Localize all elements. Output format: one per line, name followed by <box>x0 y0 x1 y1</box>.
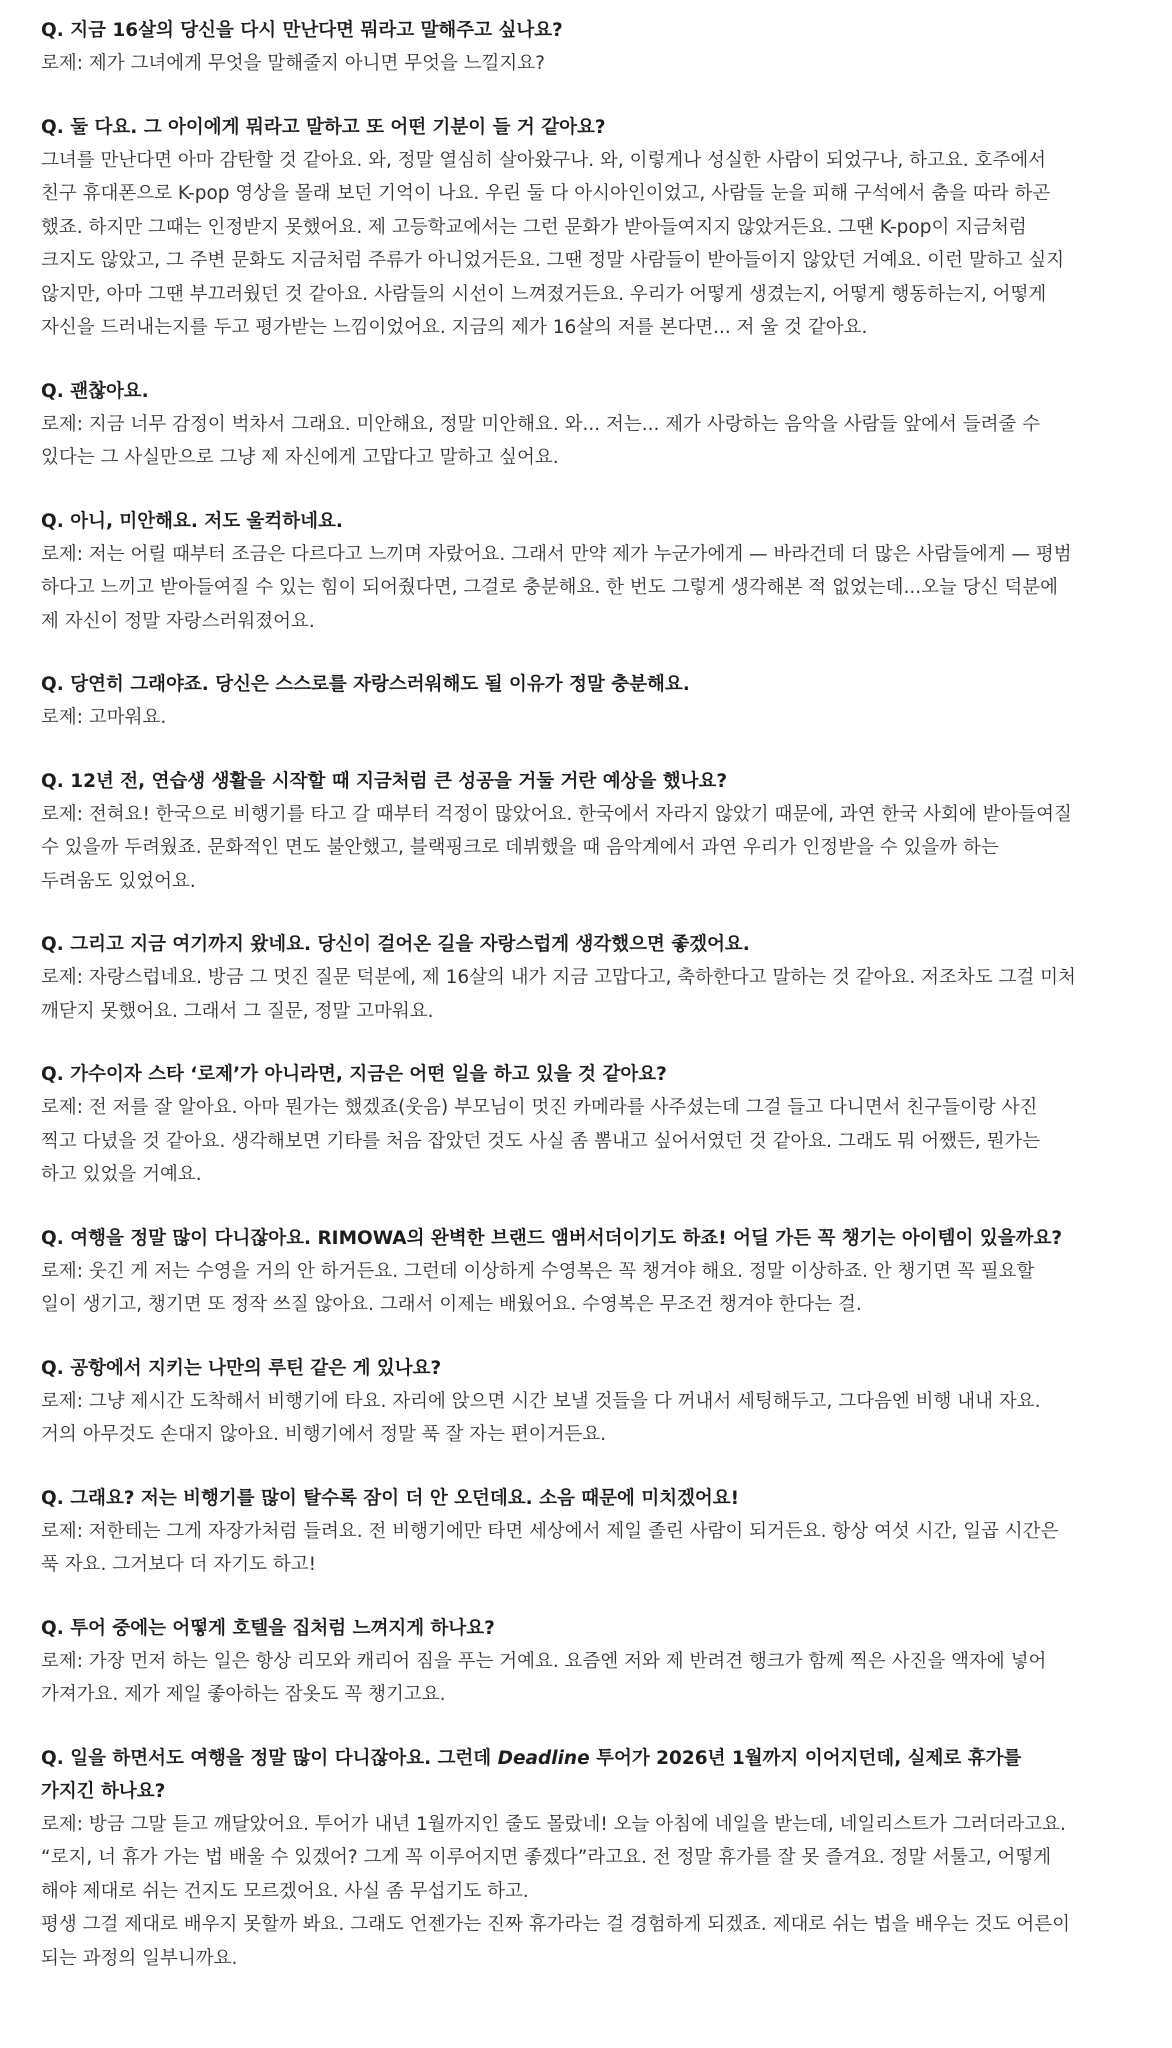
answer: 로제: 가장 먼저 하는 일은 항상 리모와 캐리어 짐을 푸는 거예요. 요즘엔 저와 제 반려견 행크가 함께 찍은 사진을 액자에 넣어 가져가요. 제가 제일 좋아하는 잠옷도 꼭 챙기고요. <box>41 1650 1047 1705</box>
question: Q. 그리고 지금 여기까지 왔네요. 당신이 걸어온 길을 자랑스럽게 생각했으면 좋겠어요. <box>41 934 750 955</box>
answer: 로제: 고마워요. <box>41 707 167 728</box>
interview-article <box>41 14 1151 2005</box>
question: Q. 둘 다요. 그 아이에게 뭐라고 말하고 또 어떤 기분이 들 거 같아요? <box>41 116 606 138</box>
qa-block-11 <box>41 1482 1151 1582</box>
qa-block-10 <box>41 1352 1151 1452</box>
qa-block-6 <box>41 765 1151 899</box>
question: Q. 지금 16살의 당신을 다시 만난다면 뭐라고 말해주고 싶나요? <box>41 20 563 41</box>
qa-block-5 <box>41 668 1151 735</box>
answer: 로제: 자랑스럽네요. 방금 그 멋진 질문 덕분에, 제 16살의 내가 지금 고맙다고, 축하한다고 말하는 것 같아요. 저조차도 그걸 미처 깨닫지 못했어요. 그래서 그 질문, 정말 고마워요. <box>41 967 1076 1022</box>
qa-block-4 <box>41 505 1151 639</box>
question: Q. 가수이자 스타 ‘로제’가 아니라면, 지금은 어떤 일을 하고 있을 것 같아요? <box>41 1064 667 1085</box>
qa-block-3 <box>41 375 1151 475</box>
qa-block-1 <box>41 14 1151 81</box>
question: Q. 괜찮아요. <box>41 380 149 402</box>
answer: 로제: 제가 그녀에게 무엇을 말해줄지 아니면 무엇을 느낄지요? <box>41 53 545 74</box>
qa-block-13 <box>41 1742 1151 1976</box>
question <box>41 1742 1151 1808</box>
question: Q. 공항에서 지키는 나만의 루틴 같은 게 있나요? <box>41 1357 442 1379</box>
qa-block-2 <box>41 111 1151 345</box>
question: Q. 12년 전, 연습생 생활을 시작할 때 지금처럼 큰 성공을 거둘 거란 예상을 했나요? <box>41 770 728 792</box>
answer: 로제: 웃긴 게 저는 수영을 거의 안 하거든요. 그런데 이상하게 수영복은 꼭 챙겨야 해요. 정말 이상하죠. 안 챙기면 꼭 필요할 일이 생기고, 챙기면 또 정작 쓰질 않아요. 그래서 이제는 배웠어요. 수영복은 무조건 챙겨야 한다는 걸. <box>41 1260 1035 1315</box>
answer: 로제: 그냥 제시간 도착해서 비행기에 타요. 자리에 앉으면 시간 보낼 것들을 다 꺼내서 세팅해두고, 그다음엔 비행 내내 자요. 거의 아무것도 손대지 않아요. 비행기에서 정말 푹 잘 자는 편이거든요. <box>41 1390 1041 1445</box>
answer: 로제: 전혀요! 한국으로 비행기를 타고 갈 때부터 걱정이 많았어요. 한국에서 자라지 않았기 때문에, 과연 한국 사회에 받아들여질 수 있을까 두려웠죠. 문화적인 면도 불안했고, 블랙핑크로 데뷔했을 때 음악계에서 과연 우리가 인정받을 수 있을까 하는 두려움도 있었어요. <box>41 803 1072 892</box>
answer: 그녀를 만난다면 아마 감탄할 것 같아요. 와, 정말 열심히 살아왔구나. 와, 이렇게나 성실한 사람이 되었구나, 하고요. 호주에서 친구 휴대폰으로 K-pop 영상을 몰래 보던 기억이 나요. 우린 둘 다 아시아인이었고, 사람들 눈을 피해 구석에서 춤을 따라 하곤 했죠. 하지만 그때는 인정받지 못했어요. 제 고등학교에서는 그런 문화가 받아들여지지 않았거든요. 그땐 K-pop이 지금처럼 크지도 않았고, 그 주변 문화도 지금처럼 주류가 아니었거든요. 그땐 정말 사람들이 받아들이지 않았던 거예요. 이런 말하고 싶지 않지만, 아마 그땐 부끄러웠던 것 같아요. 사람들의 시선이 느껴졌거든요. 우리가 어떻게 생겼는지, 어떻게 행동하는지, 어떻게 자신을 드러내는지를 두고 평가받는 느낌이었어요. 지금의 제가 16살의 저를 본다면... 저 울 것 같아요. <box>41 149 1065 338</box>
qa-block-7 <box>41 928 1151 1028</box>
qa-block-8 <box>41 1058 1151 1192</box>
question: Q. 여행을 정말 많이 다니잖아요. RIMOWA의 완벽한 브랜드 앰버서더이기도 하죠! 어딜 가든 꼭 챙기는 아이템이 있을까요? <box>41 1227 1063 1249</box>
answer: 로제: 저한테는 그게 자장가처럼 들려요. 전 비행기에만 타면 세상에서 제일 졸린 사람이 되거든요. 항상 여섯 시간, 일곱 시간은 푹 자요. 그거보다 더 자기도 하고! <box>41 1520 1059 1575</box>
question-text-end: 투어가 2026년 1월까지 이어지던데, 실제로 휴가를 가지긴 하나요? <box>41 1747 1022 1802</box>
answer: 로제: 저는 어릴 때부터 조금은 다르다고 느끼며 자랐어요. 그래서 만약 제가 누군가에게 — 바라건데 더 많은 사람들에게 — 평범 하다고 느끼고 받아들여질 수 있는 힘이 되어줬다면, 그걸로 충분해요. 한 번도 그렇게 생각해본 적 없었는데...오늘 당신 덕분에 제 자신이 정말 자랑스러워졌어요. <box>41 543 1072 632</box>
answer: 로제: 방금 그말 듣고 깨달았어요. 투어가 내년 1월까지인 줄도 몰랐네! 오늘 아침에 네일을 받는데, 네일리스트가 그러더라고요. “로지, 너 휴가 가는 법 배울 수 있겠어? 그게 꼭 이루어지면 좋겠다”라고요. 전 정말 휴가를 잘 못 즐겨요. 정말 서툴고, 어떻게 해야 제대로 쉬는 건지도 모르겠어요. 사실 좀 무섭기도 하고. 평생 그걸 제대로 배우지 못할까 봐요. 그래도 언젠가는 진짜 휴가라는 걸 경험하게 되겠죠. 제대로 쉬는 법을 배우는 것도 어른이 되는 과정의 일부니까요. <box>41 1813 1071 1969</box>
question: Q. 그래요? 저는 비행기를 많이 탈수록 잠이 더 안 오던데요. 소음 때문에 미치겠어요! <box>41 1487 740 1509</box>
question: Q. 투어 중에는 어떻게 호텔을 집처럼 느껴지게 하나요? <box>41 1617 495 1639</box>
answer: 로제: 전 저를 잘 알아요. 아마 뭔가는 했겠죠(웃음) 부모님이 멋진 카메라를 사주셨는데 그걸 들고 다니면서 친구들이랑 사진 찍고 다녔을 것 같아요. 생각해보면 기타를 처음 잡았던 것도 사실 좀 뽐내고 싶어서였던 것 같아요. 그래도 뭐 어쨌든, 뭔가는 하고 있었을 거예요. <box>41 1097 1041 1185</box>
answer: 로제: 지금 너무 감정이 벅차서 그래요. 미안해요, 정말 미안해요. 와... 저는... 제가 사랑하는 음악을 사람들 앞에서 들려줄 수 있다는 그 사실만으로 그냥 제 자신에게 고맙다고 말하고 싶어요. <box>41 413 1041 468</box>
qa-block-9 <box>41 1222 1151 1322</box>
question-text-start: Q. 일을 하면서도 여행을 정말 많이 다니잖아요. 그런데 <box>41 1747 498 1769</box>
qa-block-12 <box>41 1612 1151 1712</box>
question: Q. 당연히 그래야죠. 당신은 스스로를 자랑스러워해도 될 이유가 정말 충분해요. <box>41 674 690 695</box>
tour-title: Deadline <box>497 1747 590 1769</box>
question: Q. 아니, 미안해요. 저도 울컥하네요. <box>41 510 343 532</box>
